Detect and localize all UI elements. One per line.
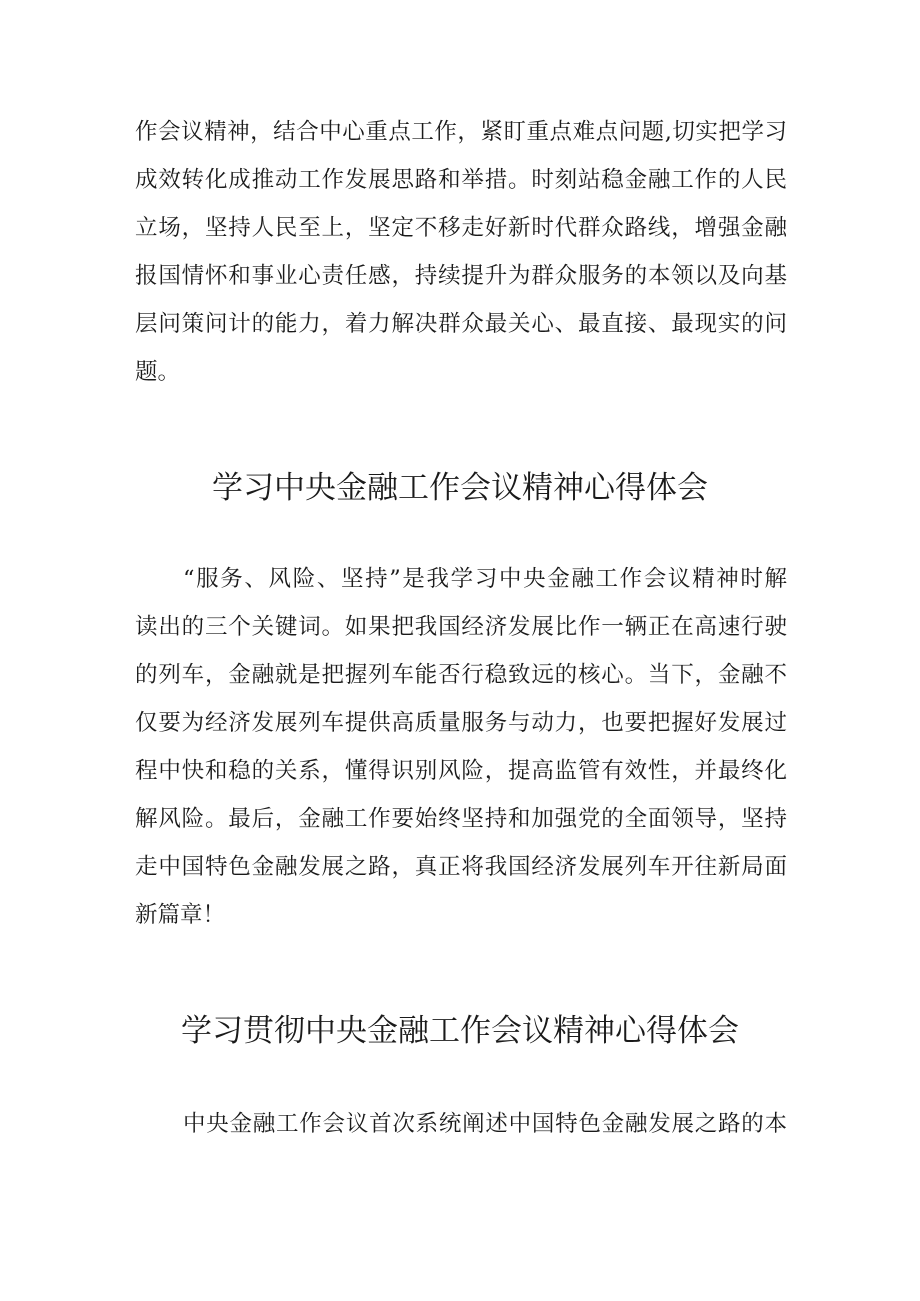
paragraph-line: 题。 — [135, 359, 181, 385]
paragraph-line: 层问策问计的能力，着力解决群众最关心、最直接、最现实的问 — [135, 311, 787, 337]
paragraph-line: 成效转化成推动工作发展思路和举措。时刻站稳金融工作的人民 — [135, 167, 787, 193]
paragraph-line: 报国情怀和事业心责任感，持续提升为群众服务的本领以及向基 — [135, 263, 787, 289]
paragraph-line: 读出的三个关键词。如果把我国经济发展比作一辆正在高速行驶 — [135, 614, 787, 640]
paragraph-line: “服务、风险、坚持”是我学习中央金融工作会议精神时解 — [183, 566, 787, 592]
paragraph-line: 程中快和稳的关系，懂得识别风险，提高监管有效性，并最终化 — [135, 758, 787, 784]
section-heading: 学习中央金融工作会议精神心得体会 — [212, 470, 708, 506]
paragraph-line: 新篇章！ — [135, 902, 226, 928]
paragraph-line: 作会议精神，结合中心重点工作，紧盯重点难点问题,切实把学习 — [135, 119, 787, 145]
paragraph-line: 中央金融工作会议首次系统阐述中国特色金融发展之路的本 — [183, 1111, 787, 1137]
paragraph-line: 解风险。最后，金融工作要始终坚持和加强党的全面领导，坚持 — [135, 806, 787, 832]
paragraph-line: 走中国特色金融发展之路，真正将我国经济发展列车开往新局面 — [135, 854, 787, 880]
paragraph-line: 立场，坚持人民至上，坚定不移走好新时代群众路线，增强金融 — [135, 215, 787, 241]
paragraph-line: 的列车，金融就是把握列车能否行稳致远的核心。当下，金融不 — [135, 662, 787, 688]
paragraph-line: 仅要为经济发展列车提供高质量服务与动力，也要把握好发展过 — [135, 710, 787, 736]
section-heading: 学习贯彻中央金融工作会议精神心得体会 — [181, 1013, 739, 1049]
